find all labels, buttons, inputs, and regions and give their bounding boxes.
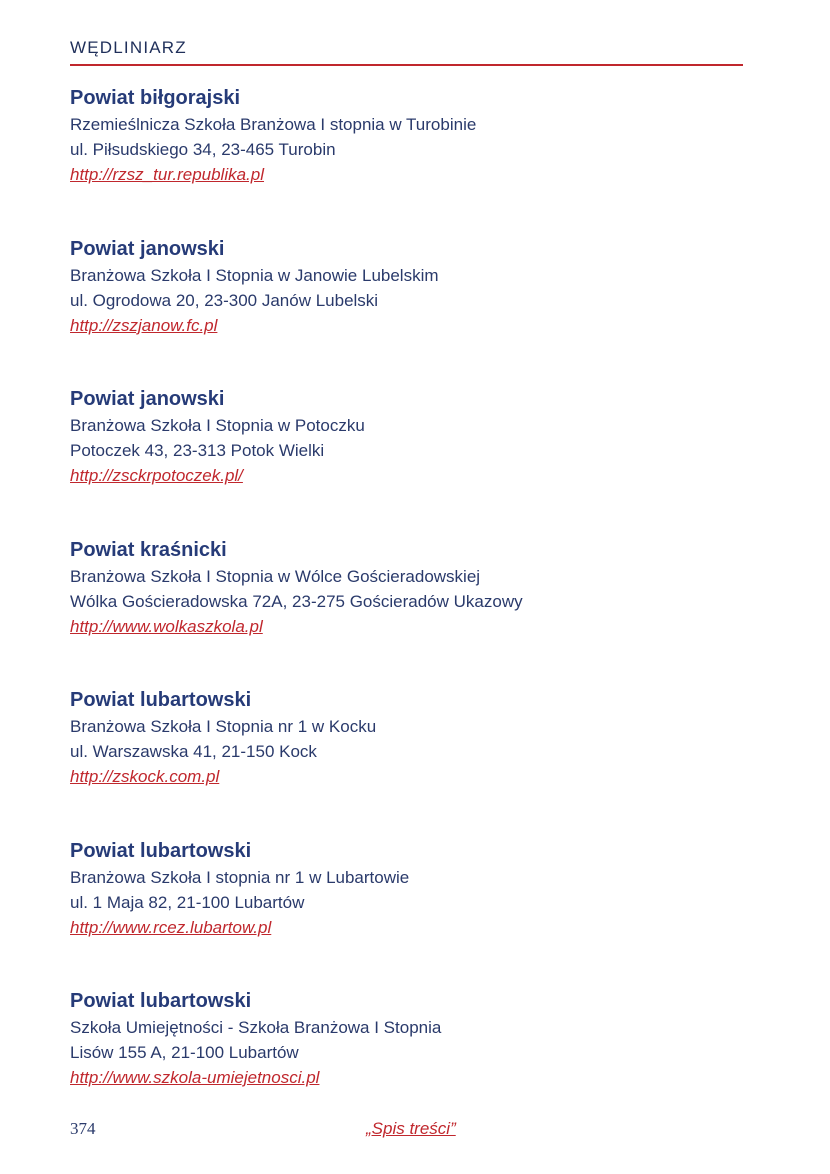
district-heading: Powiat lubartowski bbox=[70, 990, 252, 1012]
school-entry bbox=[70, 686, 750, 837]
school-entry bbox=[70, 536, 750, 687]
school-name: Branżowa Szkoła I stopnia nr 1 w Lubartowie bbox=[70, 867, 410, 887]
school-entry bbox=[70, 385, 750, 536]
school-entry bbox=[70, 987, 750, 1138]
school-name: Branżowa Szkoła I Stopnia w Wólce Gościeradowskiej bbox=[70, 566, 481, 586]
school-name: Szkoła Umiejętności - Szkoła Branżowa I Stopnia bbox=[70, 1018, 442, 1037]
school-list bbox=[70, 84, 750, 1138]
school-website-link[interactable]: http://zszjanow.fc.pl bbox=[70, 315, 218, 335]
school-website-link[interactable]: http://zsckrpotoczek.pl/ bbox=[70, 466, 243, 485]
school-address: ul. Piłsudskiego 34, 23-465 Turobin bbox=[70, 140, 336, 159]
school-address: ul. 1 Maja 82, 21-100 Lubartów bbox=[70, 892, 305, 912]
district-heading: Powiat lubartowski bbox=[70, 689, 252, 711]
district-heading: Powiat lubartowski bbox=[70, 839, 252, 862]
header-divider bbox=[70, 64, 743, 66]
school-address: Potoczek 43, 23-313 Potok Wielki bbox=[70, 441, 325, 460]
school-entry bbox=[70, 837, 750, 988]
school-name: Rzemieślnicza Szkoła Branżowa I stopnia w Turobinie bbox=[70, 115, 477, 134]
table-of-contents-link[interactable]: „Spis treści” bbox=[366, 1119, 456, 1138]
school-address: ul. Warszawska 41, 21-150 Kock bbox=[70, 742, 317, 761]
school-address: ul. Ogrodowa 20, 23-300 Janów Lubelski bbox=[70, 290, 379, 310]
school-entry bbox=[70, 84, 750, 235]
school-address: Wólka Gościeradowska 72A, 23-275 Gościeradów Ukazowy bbox=[70, 591, 523, 611]
running-header-title: WĘDLINIARZ bbox=[70, 38, 187, 57]
page-number: 374 bbox=[70, 1119, 96, 1138]
district-heading: Powiat janowski bbox=[70, 237, 225, 260]
district-heading: Powiat kraśnicki bbox=[70, 538, 227, 561]
school-website-link[interactable]: http://rzsz_tur.republika.pl bbox=[70, 165, 265, 184]
school-website-link[interactable]: http://www.rcez.lubartow.pl bbox=[70, 917, 272, 937]
district-heading: Powiat biłgorajski bbox=[70, 87, 241, 109]
school-website-link[interactable]: http://www.wolkaszkola.pl bbox=[70, 616, 263, 636]
school-name: Branżowa Szkoła I Stopnia w Janowie Lubelskim bbox=[70, 265, 439, 285]
school-address: Lisów 155 A, 21-100 Lubartów bbox=[70, 1043, 299, 1062]
school-website-link[interactable]: http://www.szkola-umiejetnosci.pl bbox=[70, 1068, 320, 1087]
school-website-link[interactable]: http://zskock.com.pl bbox=[70, 767, 220, 786]
district-heading: Powiat janowski bbox=[70, 388, 225, 410]
school-entry bbox=[70, 235, 750, 386]
school-name: Branżowa Szkoła I Stopnia nr 1 w Kocku bbox=[70, 717, 377, 736]
school-name: Branżowa Szkoła I Stopnia w Potoczku bbox=[70, 416, 365, 435]
